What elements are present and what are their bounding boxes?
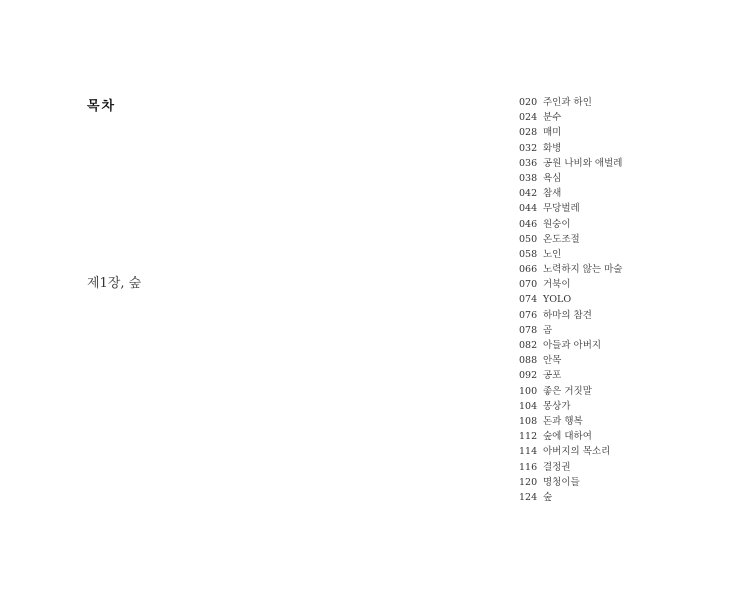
toc-entry-title: 숲 <box>543 491 553 503</box>
toc-entry <box>519 384 622 399</box>
toc-entry-page-number: 036 <box>519 157 538 169</box>
toc-entry-title: 아들과 아버지 <box>543 340 602 351</box>
toc-entry <box>519 399 622 414</box>
toc-entry <box>519 186 622 201</box>
toc-entry-page-number: 078 <box>519 324 538 336</box>
toc-entry-page-number: 046 <box>519 218 538 230</box>
toc-entry-title: 노인 <box>543 248 562 260</box>
toc-entry <box>519 217 622 232</box>
toc-entry-title: 결정권 <box>543 461 571 473</box>
toc-entry-page-number: 092 <box>519 370 538 382</box>
toc-entry-title: 안목 <box>543 355 562 367</box>
toc-entry <box>519 308 622 323</box>
toc-entry <box>519 232 622 247</box>
toc-entry <box>519 141 622 156</box>
toc-entry-title: 공원 나비와 애벌레 <box>543 157 623 169</box>
toc-entry-title: 돈과 행복 <box>543 415 583 427</box>
toc-entry-title: 거북이 <box>543 279 571 291</box>
toc-entry <box>519 95 622 110</box>
chapter-title: 제1장, 숲 <box>87 276 142 291</box>
toc-entry-title: 숲에 대하여 <box>543 431 592 443</box>
toc-entry-page-number: 120 <box>519 476 538 488</box>
toc-entry-page-number: 114 <box>519 446 538 458</box>
toc-entry-title: 몽상가 <box>543 400 571 412</box>
toc-entry <box>519 368 622 383</box>
toc-list <box>519 95 622 505</box>
toc-entry-page-number: 124 <box>519 491 538 503</box>
toc-entry-page-number: 038 <box>519 172 538 184</box>
toc-entry-page-number: 074 <box>519 294 538 306</box>
toc-entry-title: 원숭이 <box>543 218 571 230</box>
toc-entry-title: 명청이들 <box>543 476 580 488</box>
toc-entry-title: 공포 <box>543 370 562 382</box>
toc-entry-page-number: 020 <box>519 97 538 108</box>
toc-entry <box>519 338 622 353</box>
toc-entry-page-number: 100 <box>519 385 538 397</box>
toc-entry <box>519 201 622 216</box>
toc-entry-title: 아버지의 목소리 <box>543 446 611 458</box>
toc-entry-title: 화병 <box>543 142 562 154</box>
toc-entry-page-number: 032 <box>519 142 538 154</box>
toc-entry <box>519 323 622 338</box>
toc-entry-page-number: 112 <box>519 431 538 443</box>
toc-entry-page-number: 058 <box>519 248 538 260</box>
toc-entry <box>519 475 622 490</box>
toc-heading: 목차 <box>87 99 117 114</box>
toc-entry-title: 무당벌레 <box>543 203 580 215</box>
toc-entry <box>519 429 622 444</box>
toc-entry-title: 좋은 거짓말 <box>543 385 592 397</box>
toc-entry-page-number: 024 <box>519 112 538 124</box>
toc-entry-page-number: 070 <box>519 279 538 291</box>
toc-entry-title: 곰 <box>543 324 553 336</box>
toc-entry <box>519 262 622 277</box>
toc-entry <box>519 490 622 505</box>
toc-entry <box>519 171 622 186</box>
toc-entry-page-number: 104 <box>519 400 538 412</box>
toc-entry-page-number: 116 <box>519 461 538 473</box>
toc-entry <box>519 125 622 140</box>
toc-entry <box>519 460 622 475</box>
toc-entry-page-number: 028 <box>519 127 538 139</box>
toc-entry <box>519 353 622 368</box>
toc-entry-page-number: 044 <box>519 203 538 215</box>
toc-entry-page-number: 066 <box>519 264 538 276</box>
toc-entry <box>519 247 622 262</box>
toc-entry <box>519 414 622 429</box>
toc-entry-page-number: 042 <box>519 188 538 200</box>
toc-entry-title: 매미 <box>543 127 562 139</box>
toc-entry-page-number: 050 <box>519 233 538 245</box>
toc-entry <box>519 292 622 307</box>
toc-entry-title: 온도조절 <box>543 233 580 245</box>
toc-entry-title: 분수 <box>543 112 562 124</box>
toc-entry-title: 참새 <box>543 188 562 200</box>
toc-entry-title: YOLO <box>543 294 572 306</box>
toc-entry-title: 노력하지 않는 마술 <box>543 264 623 276</box>
toc-entry-page-number: 076 <box>519 309 538 321</box>
toc-entry-title: 욕심 <box>543 172 562 184</box>
toc-entry-page-number: 108 <box>519 415 538 427</box>
toc-entry <box>519 110 622 125</box>
toc-entry <box>519 444 622 459</box>
toc-entry-page-number: 082 <box>519 340 538 351</box>
toc-entry <box>519 156 622 171</box>
toc-entry-title: 주인과 하인 <box>543 97 592 108</box>
toc-entry <box>519 277 622 292</box>
toc-entry-page-number: 088 <box>519 355 538 367</box>
toc-entry-title: 하마의 참견 <box>543 309 592 321</box>
